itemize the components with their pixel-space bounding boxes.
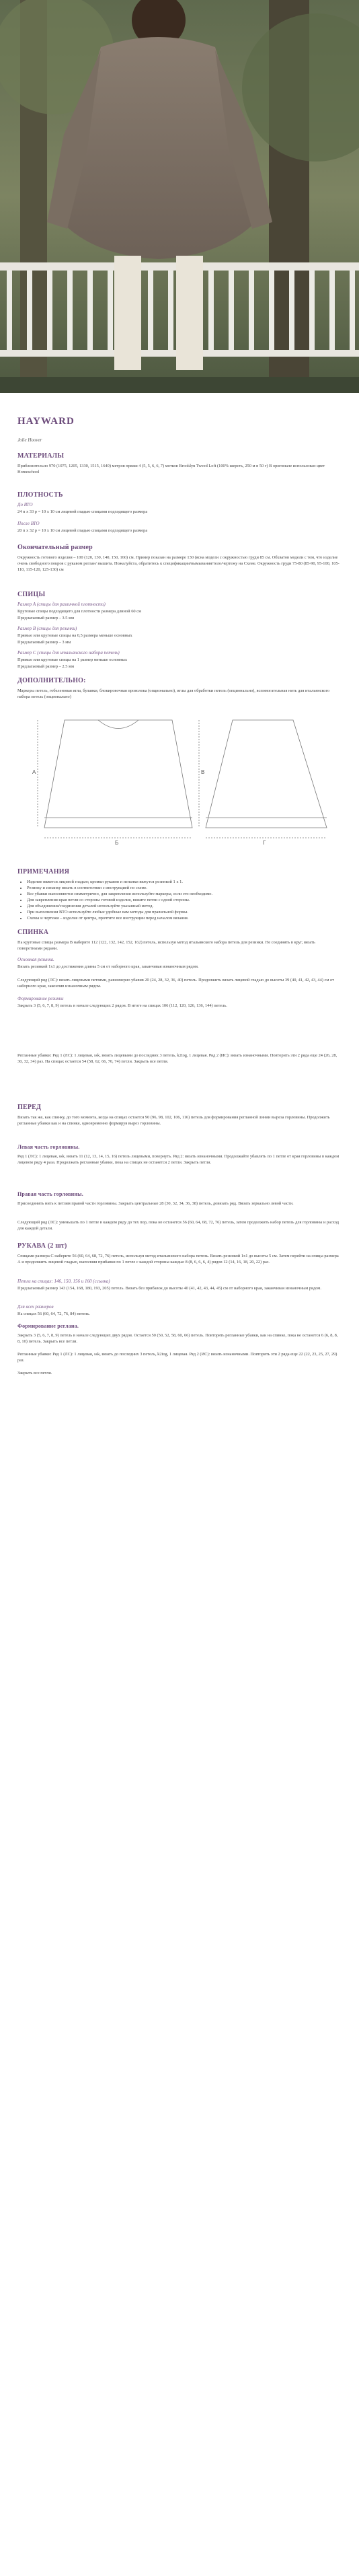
needles-b-label: Размер В (спицы для резинки) [17,626,77,631]
gauge-after-label: После ВТО [17,521,40,526]
needles-b-size: Предлагаемый размер – 3 мм [17,640,71,645]
diagram-label-d: Г [263,840,266,846]
diagram-label-c: В [201,769,205,775]
note-item: • Все убавки выполняются симметрично, для закрепления используйте маркеры, если это необходимо. [27,891,350,897]
needles-c-label: Размер С (спицы для итальянского набора петель) [17,650,120,655]
needles-b-text: Прямые или круговые спицы на 0,5 размера меньше основных [17,633,132,638]
size-heading: Окончательный размер [17,544,93,551]
notes-heading: ПРИМЕЧАНИЯ [17,868,70,875]
front-right-text: Присоединить нить к петлям правой части горловины. Закрыть центральные 28 (30, 32, 34, 36, 38) петель, довязать ряд. Вязать зеркально левой части. [17,1201,294,1206]
extras-text: Маркеры петель, гобеленовая игла, булавки, блокировочная проволока (опционально), иглы для обработки петель (опционально), вспомогательная нить для итальянского набора петель (опционально) [17,688,330,699]
notes-list [17,879,350,921]
needles-a-size: Предлагаемый размер – 3.5 мм [17,616,75,620]
needles-c-size: Предлагаемый размер – 2.5 мм [17,664,75,669]
diagram-label-b: Б [115,840,119,846]
needles-c-text: Прямые или круговые спицы на 1 размер меньше основных [17,657,128,662]
note-item: • Резинку и изнанку вязать в соответствии с инструкцией по схеме. [27,885,350,891]
pattern-title: HAYWARD [17,416,75,427]
sleeves-heading: РУКАВА (2 шт) [17,1242,67,1250]
back-text: На круговые спицы размера В наберите 112 (122, 132, 142, 152, 162) петель, используя метод итальянского набора петель для резинки. Не соединять в круг, вязать поворотными рядами. [17,940,315,951]
sleeves-all-sizes-label: Для всех размеров [17,1304,54,1310]
back-heading: СПИНКА [17,929,49,936]
gauge-before-text: 24 п х 33 р = 10 х 10 см лицевой гладью спицами подходящего размера [17,509,148,514]
sleeves-text: Спицами размера С наберите 56 (60, 64, 68, 72, 76) петель, используя метод итальянского набора петель. Вязать резинкой 1х1 до высоты 5 см. Затем перейти на спицы размера А и продолжить лицевой гладью, выполняя прибавки по 1 петле с каждой стороны каждые 8 (8, 6, 6, 6, 4) рядов 12 (14, 16, 18, 20, 22) раз. [17,1254,339,1264]
needles-heading: СПИЦЫ [17,591,46,598]
note-item: • При выполнении ВТО используйте любые удобные вам методы для правильной формы. [27,909,350,915]
front-right-tail: Следующий ряд (ЛС): уменьшать по 1 петле в каждом ряду до тех пор, пока не останется 56 (60, 64, 68, 72, 76) петель, затем продолжить набор петель для горловины и расход для каждой детали. [17,1220,339,1231]
back-ribbing-text: Вязать резинкой 1х1 до достижения длины 5 см от наборного края, заканчивая изнаночным рядом. [17,964,199,969]
schematic-diagram [32,707,347,848]
needles-a-text: Круговые спицы подходящего для плотности размера длиной 60 см [17,609,142,614]
front-right-heading: Правая часть горловины. [17,1191,83,1197]
note-item: • Изделие вяжется лицевой гладью; кромки рукавов и изнанки вяжутся резинкой 1 х 1. [27,879,350,885]
sleeves-text3: На спицах 56 (60, 64, 72, 76, 84) петель. [17,1312,90,1316]
needles-a-label: Размер А (спицы для различной плотности) [17,602,106,607]
front-left-heading: Левая часть горловины. [17,1144,80,1150]
raglan-heading: Формирование реглана. [17,1323,79,1329]
note-item: • Схемы и чертежи – изделие от центра, прочтите все инструкции перед началом вязания. [27,915,350,921]
materials-heading: МАТЕРИАЛЫ [17,452,65,460]
back-ribbing-label: Основная резинка. [17,957,54,962]
back-shaping-label: Формирование резинки [17,996,64,1001]
sleeves-note-label: Петли на спицах: 146, 150, 156 и 160 (ссылка) [17,1279,110,1284]
note-item: • Для объединения/соединения деталей используйте указанный метод. [27,903,350,909]
back-shaping-text: Закрыть 3 (5, 6, 7, 8, 9) петель в начале следующих 2 рядов. В итоге на спицах 106 (112, 120, 126, 136, 144) петель. [17,1003,227,1008]
diagram-label-a: А [32,769,36,775]
extras-heading: ДОПОЛНИТЕЛЬНО: [17,677,86,684]
materials-text: Приблизительно 970 (1075, 1205, 1330, 1515, 1640) метров пряжи 4 (5, 5, 6, 6, 7) мотков Brooklyn Tweed Loft (100% шерсть, 250 м в 50 г) В оригинале использован цвет Homeschool [17,464,325,474]
front-left-text: Ряд 1 (ЛС): 1 лицевая, ssk, вязать 11 (12, 13, 14, 15, 16) петель лицевыми, повернуть. Ряд 2: вязать изнаночными. Продолжайте убавлять по 1 петле от края горловины в каждом лицевом ряду 4 раза. Продолжать регланные убавки, пока на спицах не останется 2 петли. Закрыть петли. [17,1154,340,1165]
gauge-heading: ПЛОТНОСТЬ [17,491,63,499]
note-item: • Для закрепления края петли со стороны готовой изделия, вяжите петли с одной стороны. [27,897,350,903]
raglan-tail: Регланные убавки: Ряд 1 (ЛС): 1 лицевая, ssk, вязать до последних 3 петель, k2tog, 1 лицевая. Ряд 2 (ИС): вязать изнаночными. Повторить эти 2 ряда еще 22 (22, 23, 25, 27, 29) раз. [17,1352,337,1363]
designer-name: Jolie Hoover [17,437,42,443]
back-body-text: Следующий ряд (ЛС): вязать лицевыми петлями, равномерно убавив 20 (24, 28, 32, 36, 40) петель. Продолжить вязать лицевой гладью до высоты 39 (40, 41, 42, 43, 44) см от наборного края, закончив изнаночным рядом. [17,978,334,989]
gauge-after-text: 20 п х 32 р = 10 х 10 см лицевой гладью спицами подходящего размера [17,528,148,533]
back-raglan-text: Регланные убавки: Ряд 1 (ЛС): 1 лицевая, ssk, вязать лицевыми до последних 3 петель, k2tog, 1 лицевая. Ряд 2 (ИС): вязать изнаночными. Повторить эти 2 ряда еще 24 (26, 28, 30, 32, 34) раз. На спицах остается 54 (58, 62, 66, 70, 74) петли. Закрыть все петли. [17,1053,337,1064]
hero-photo [0,0,359,393]
front-text: Вязать так же, как спинку, до того момента, когда на спицах остается 90 (96, 98, 102, 106, 116) петель для формирования регланной линии выреза горловины. Продолжить регланные убавки как и на спинке, одновременно формируя вырез горловины. [17,1115,330,1126]
woman-on-porch-image [0,0,359,393]
sleeves-text2: Предлагаемый размер 143 (154, 168, 180, 193, 205) петель. Вязать без прибавок до высоты 40 (41, 42, 43, 44, 45) см от наборного края, заканчивая изнаночным рядом. [17,1286,321,1291]
front-heading: ПЕРЕД [17,1104,42,1111]
size-text: Окружность готового изделия – 100 (120, 130, 140, 150, 160) см. Пример показан на размере 130 (ясна модели с окружностью груди 85 см. Обхватов модели с тем, что изделие очень свободного покроя с рукавом реглан/ вышита. Пожалуйста, обратитесь к спецификации/вымывания/тело/чертежу на Схеме. Окружность груди 75-80 (85-90, 95-100, 105-110, 115-120, 125-130) см [17,555,340,572]
raglan-tail2: Закрыть все петли. [17,1371,52,1375]
gauge-before-label: До ВТО [17,502,33,507]
raglan-text: Закрыть 3 (5, 6, 7, 8, 9) петель в начале следующих двух рядов. Остается 50 (50, 52, 58, 60, 66) петель. Повторять регланные убавки, как на спинке, пока не останется 6 (6, 8, 8, 8, 10) петель. Закрыть все петли. [17,1333,338,1344]
